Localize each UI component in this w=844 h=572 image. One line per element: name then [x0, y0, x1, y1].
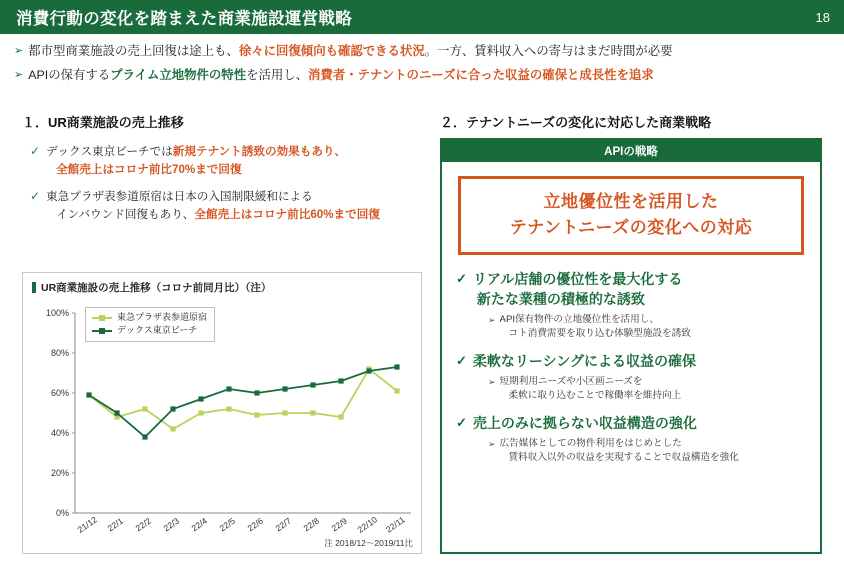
lead-bullet-2 — [14, 66, 830, 85]
strategy-item-list — [456, 269, 808, 465]
svg-text:80%: 80% — [50, 348, 69, 358]
strategy-item — [456, 269, 808, 341]
svg-text:22/3: 22/3 — [161, 515, 182, 534]
strategy-item-detail: ➢ 広告媒体としての物件利用をはじめとした 賃料収入以外の収益を実現することで収益構造を強化 — [488, 438, 739, 463]
section-2-title: ２．テナントニーズの変化に対応した商業戦略 — [440, 115, 712, 130]
svg-text:60%: 60% — [50, 388, 69, 398]
svg-text:22/10: 22/10 — [355, 514, 379, 535]
svg-text:21/12: 21/12 — [75, 514, 99, 535]
svg-text:40%: 40% — [50, 428, 69, 438]
hero-line-1: 立地優位性を活用した — [543, 192, 719, 211]
check-item-text: 東急プラザ表参道原宿は日本の入国制限緩和による インバウンド回復もあり、全館売上はコロナ前比60%まで回復 — [46, 188, 380, 224]
arrow-bullet-icon: ➢ — [488, 439, 496, 449]
check-item-text: デックス東京ビーチでは新規テナント誘致の効果もあり、 全館売上はコロナ前比70%まで回復 — [46, 145, 347, 176]
svg-text:22/6: 22/6 — [245, 515, 266, 534]
check-icon: ✓ — [456, 353, 467, 368]
chart-title: UR商業施設の売上推移（コロナ前同月比）（注） — [32, 280, 271, 295]
svg-text:100%: 100% — [45, 308, 69, 318]
legend-item-1: 東急プラザ表参道原宿 — [92, 311, 207, 324]
check-icon: ✓ — [456, 415, 467, 430]
lead-bullet-1 — [14, 42, 830, 61]
sales-trend-chart — [22, 272, 422, 554]
svg-text:22/5: 22/5 — [217, 515, 238, 534]
check-item — [30, 143, 420, 179]
svg-text:20%: 20% — [50, 468, 69, 478]
check-item — [30, 188, 420, 224]
chart-plot — [23, 299, 423, 555]
legend-swatch-icon — [92, 317, 112, 319]
svg-text:22/8: 22/8 — [301, 515, 322, 534]
check-icon: ✓ — [30, 189, 41, 203]
strategy-hero-box — [458, 176, 804, 255]
arrow-bullet-icon: ➢ — [14, 45, 24, 57]
arrow-bullet-icon: ➢ — [488, 377, 496, 387]
svg-text:22/1: 22/1 — [105, 515, 126, 534]
strategy-item — [456, 351, 808, 403]
page-number: 18 — [815, 9, 830, 25]
check-icon: ✓ — [30, 144, 41, 158]
slide-header — [0, 0, 844, 34]
strategy-item — [456, 413, 808, 465]
legend-swatch-icon — [92, 330, 112, 332]
page-title: 消費行動の変化を踏まえた商業施設運営戦略 — [16, 10, 352, 28]
lead-bullet-1-text: 都市型商業施設の売上回復は途上も、徐々に回復傾向も確認できる状況。一方、賃料収入への寄与はまだ時間が必要 — [28, 44, 673, 58]
svg-text:22/2: 22/2 — [133, 515, 154, 534]
svg-text:22/9: 22/9 — [329, 515, 350, 534]
hero-line-2: テナントニーズの変化への対応 — [509, 218, 753, 237]
chart-legend — [85, 307, 215, 342]
strategy-item-detail: ➢ API保有物件の立地優位性を活用し、 コト消費需要を取り込む体験型施設を誘致 — [488, 314, 691, 339]
arrow-bullet-icon: ➢ — [488, 315, 496, 325]
check-item-text-line2: インバウンド回復もあり、全館売上はコロナ前比60%まで回復 — [56, 208, 380, 221]
arrow-bullet-icon: ➢ — [14, 69, 24, 81]
strategy-item-detail: ➢ 短期利用ニーズや小区画ニーズを 柔軟に取り込むことで稼働率を維持向上 — [488, 376, 682, 401]
strategy-panel — [440, 138, 822, 554]
strategy-item-heading: ✓ 売上のみに拠らない収益構造の強化 — [456, 415, 697, 431]
check-icon: ✓ — [456, 271, 467, 286]
chart-note: 注 2018/12～2019/11比 — [324, 538, 413, 548]
title-tick-icon — [32, 282, 36, 293]
strategy-panel-header: APIの戦略 — [442, 140, 820, 162]
lead-bullet-2-text: APIの保有するプライム立地物件の特性を活用し、消費者・テナントのニーズに合った収益の確保と成長性を追求 — [28, 68, 654, 82]
section-1-check-list — [30, 143, 420, 233]
section-1-title: １．UR商業施設の売上推移 — [22, 115, 184, 130]
legend-item-2: デックス東京ビーチ — [92, 324, 207, 337]
strategy-item-heading: ✓ 柔軟なリーシングによる収益の確保 — [456, 353, 696, 369]
svg-text:22/4: 22/4 — [189, 515, 210, 534]
svg-text:22/11: 22/11 — [383, 514, 407, 535]
strategy-item-heading: ✓ リアル店舗の優位性を最大化する 新たな業種の積極的な誘致 — [456, 271, 683, 307]
svg-text:22/7: 22/7 — [273, 515, 294, 534]
lead-bullet-list — [14, 42, 830, 90]
svg-text:0%: 0% — [55, 508, 69, 518]
